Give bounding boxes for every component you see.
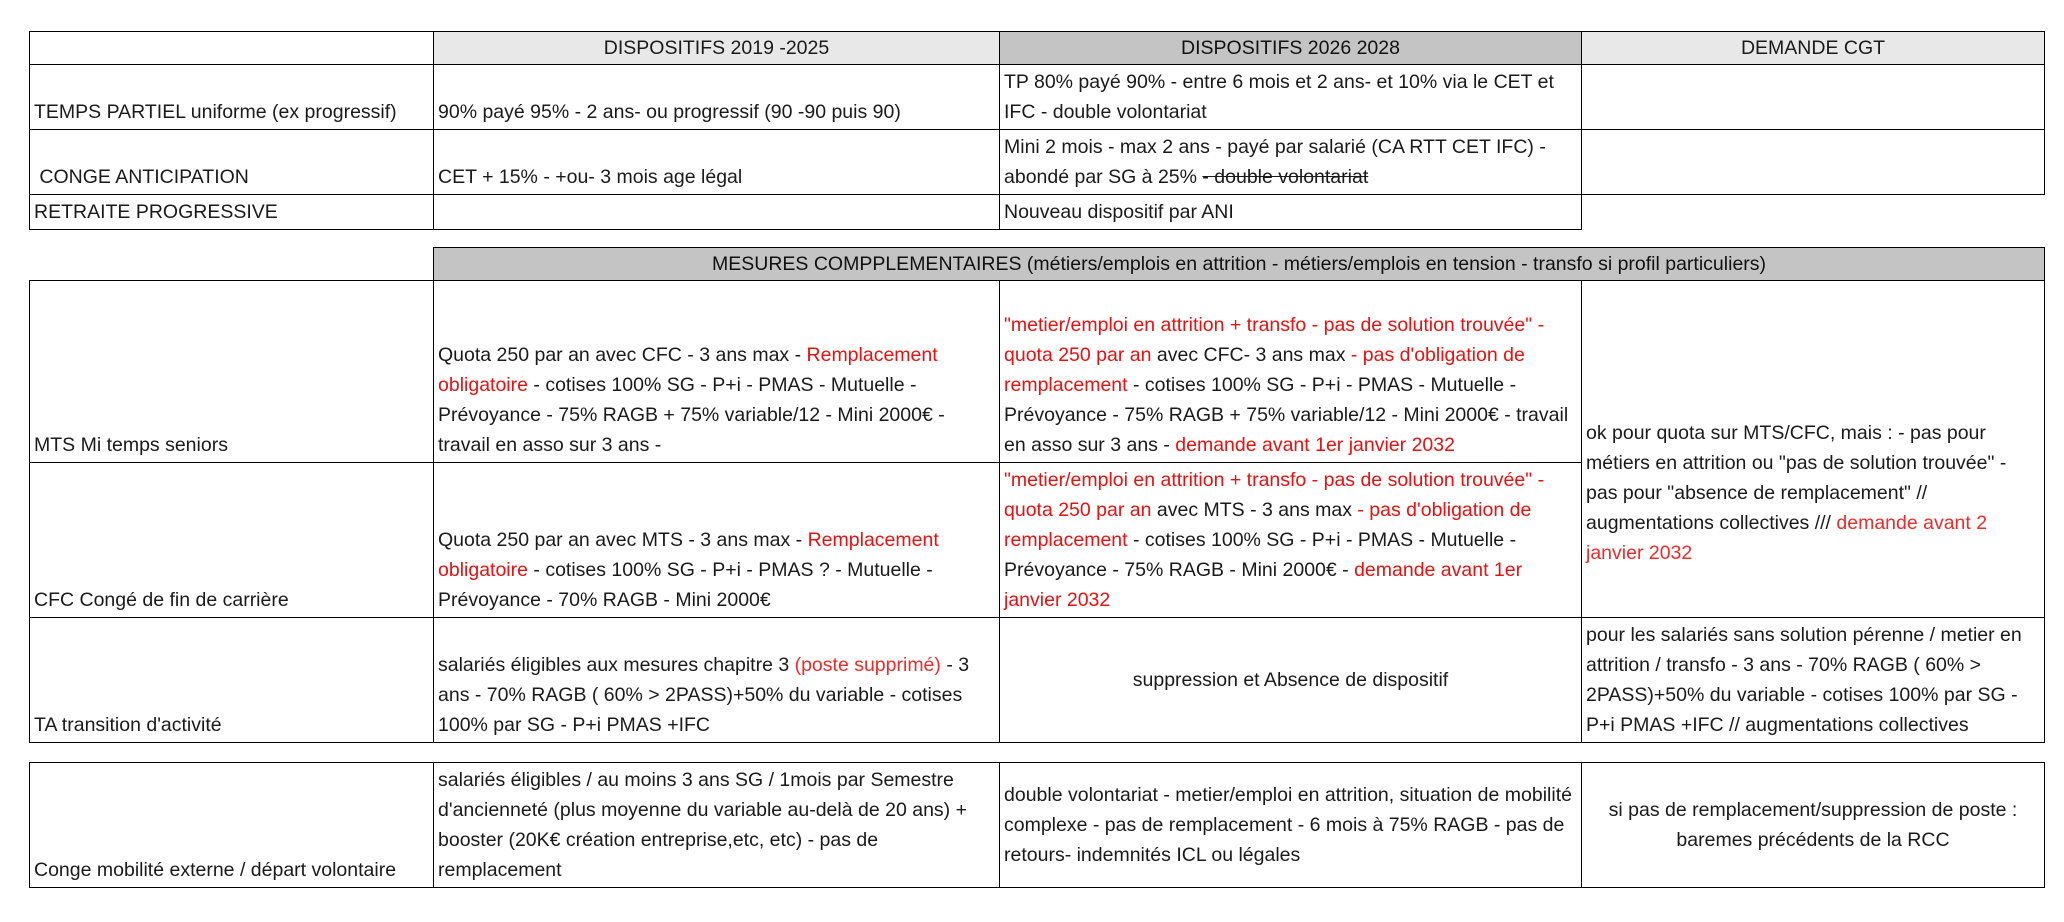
cell-ta-2026: suppression et Absence de dispositif: [1000, 618, 1582, 743]
mts-2019-remplacement: Remplacement obligatoire: [438, 344, 938, 396]
cell-mts-2026: [1000, 281, 1582, 463]
ta-2019-poste-supprime: (poste supprimé): [794, 654, 941, 676]
cell-cfc-2026: [1000, 463, 1582, 618]
mts-2026-red-3: demande avant 1er janvier 2032: [1175, 434, 1455, 456]
cell-temps-partiel-2026: TP 80% payé 90% - entre 6 mois et 2 ans- et 10% via le CET et IFC - double volontariat: [1000, 65, 1582, 130]
cfc-2026-red-2: - pas d'obligation de remplacement: [1004, 499, 1532, 551]
header-demande-cgt: DEMANDE CGT: [1582, 32, 2045, 65]
row-label-cfc: CFC Congé de fin de carrière: [30, 463, 434, 618]
header-2019-2025: DISPOSITIFS 2019 -2025: [434, 32, 1000, 65]
header-empty-cell: [30, 32, 434, 65]
conge-anticipation-2026-text: Mini 2 mois - max 2 ans - payé par salarié (CA RTT CET IFC) - abondé par SG à 25%: [1004, 136, 1546, 188]
mts-2019-text-a: Quota 250 par an avec CFC - 3 ans max -: [438, 344, 807, 366]
mts-cfc-cgt-red: demande avant 2 janvier 2032: [1586, 512, 1988, 564]
cfc-2026-dark-1: 3 ans max: [1262, 499, 1352, 521]
cell-retraite-progressive-2026: Nouveau dispositif par ANI: [1000, 195, 1582, 230]
cell-cfc-2019: [434, 463, 1000, 618]
conge-anticipation-2026-strikethrough: - double volontariat: [1202, 166, 1369, 188]
cfc-2026-red-3: demande avant 1er janvier 2032: [1004, 559, 1523, 611]
cell-conge-mobilite-2019: [434, 763, 1000, 888]
ta-2019-text-b: - 3 ans - 70% RAGB ( 60% > 2PASS)+50% du variable - cotises 100% par SG - P+i PMAS +IFC: [438, 654, 970, 736]
conge-mobilite-2019-pas-remplacement: pas de remplacement: [438, 829, 879, 881]
cfc-2026-text-1: avec MTS -: [1151, 499, 1262, 521]
header-2026-2028: DISPOSITIFS 2026 2028: [1000, 32, 1582, 65]
row-label-conge-anticipation: CONGE ANTICIPATION: [30, 130, 434, 195]
mts-2026-text-1: avec CFC-: [1151, 344, 1256, 366]
ta-2019-text-a: salariés éligibles aux mesures chapitre 3: [438, 654, 795, 676]
cell-ta-2019: [434, 618, 1000, 743]
cfc-2026-red-1: "metier/emploi en attrition + transfo - pas de solution trouvée" - quota 250 par an: [1004, 469, 1545, 521]
cell-conge-mobilite-cgt: si pas de remplacement/suppression de poste : baremes précédents de la RCC: [1582, 763, 2045, 888]
cell-conge-mobilite-2026: double volontariat - metier/emploi en attrition, situation de mobilité complexe - pas de remplacement - 6 mois à 75% RAGB - pas de retours- indemnités ICL ou légales: [1000, 763, 1582, 888]
cell-temps-partiel-cgt: [1582, 65, 2045, 130]
conge-mobilite-2019-text: salariés éligibles / au moins 3 ans SG / 1mois par Semestre d'ancienneté (plus moyenne du variable au-delà de 20 ans) + booster (20K€ création entreprise,etc, etc) -: [438, 769, 967, 851]
cell-conge-anticipation-2026: [1000, 130, 1582, 195]
cell-ta-cgt: pour les salariés sans solution pérenne / metier en attrition / transfo - 3 ans - 70% RAGB ( 60% > 2PASS)+50% du variable - cotises 100% par SG - P+i PMAS +IFC // augmentations collectives: [1582, 618, 2045, 743]
cell-retraite-progressive-cgt: [1582, 195, 2045, 230]
cell-mts-2019: [434, 281, 1000, 463]
cell-mts-cfc-cgt: [1582, 281, 2045, 618]
mts-2019-text-b: - cotises 100% SG - P+i - PMAS - Mutuelle - Prévoyance - 75% RAGB + 75% variable/12 - Mini 2000€ - travail en asso sur 3 ans -: [438, 374, 945, 456]
mesures-complementaires-header: MESURES COMPPLEMENTAIRES (métiers/emplois en attrition - métiers/emplois en tension - transfo si profil particuliers): [434, 248, 2045, 281]
dispositifs-table: [29, 31, 2045, 230]
row-label-ta: TA transition d'activité: [30, 618, 434, 743]
cell-conge-anticipation-cgt: [1582, 130, 2045, 195]
row-label-mts: MTS Mi temps seniors: [30, 281, 434, 463]
cell-retraite-progressive-2019: [434, 195, 1000, 230]
mts-2026-dark-1: 3 ans max: [1255, 344, 1346, 366]
mesures-empty-corner: [30, 248, 434, 281]
conge-mobilite-table: [29, 762, 2045, 888]
cell-temps-partiel-2019: 90% payé 95% - 2 ans- ou progressif (90 -90 puis 90): [434, 65, 1000, 130]
mts-2026-text-2: - cotises 100% SG - P+i - PMAS - Mutuelle - Prévoyance - 75% RAGB + 75% variable/12 - Mini 2000€ - travail en asso sur 3 ans -: [1004, 374, 1569, 456]
cfc-2019-remplacement: Remplacement obligatoire: [438, 529, 939, 581]
cfc-2019-text-b: - cotises 100% SG - P+i - PMAS ? - Mutuelle - Prévoyance - 70% RAGB - Mini 2000€: [438, 559, 933, 611]
mesures-complementaires-table: [29, 247, 2045, 743]
mts-cfc-cgt-text: ok pour quota sur MTS/CFC, mais : - pas pour métiers en attrition ou "pas de solution trouvée" - pas pour "absence de remplacement" // augmentations collectives ///: [1586, 422, 2007, 534]
row-label-conge-mobilite: Conge mobilité externe / départ volontaire: [30, 763, 434, 888]
row-label-retraite-progressive: RETRAITE PROGRESSIVE: [30, 195, 434, 230]
cfc-2026-text-2: - cotises 100% SG - P+i - PMAS - Mutuelle - Prévoyance - 75% RAGB - Mini 2000€ -: [1004, 529, 1517, 581]
cell-conge-anticipation-2019: CET + 15% - +ou- 3 mois age légal: [434, 130, 1000, 195]
cfc-2019-text-a: Quota 250 par an avec MTS - 3 ans max -: [438, 529, 808, 551]
row-label-temps-partiel: TEMPS PARTIEL uniforme (ex progressif): [30, 65, 434, 130]
mts-2026-red-1: "metier/emploi en attrition + transfo - pas de solution trouvée" - quota 250 par an: [1004, 314, 1545, 366]
mts-2026-red-2: - pas d'obligation de remplacement: [1004, 344, 1525, 396]
